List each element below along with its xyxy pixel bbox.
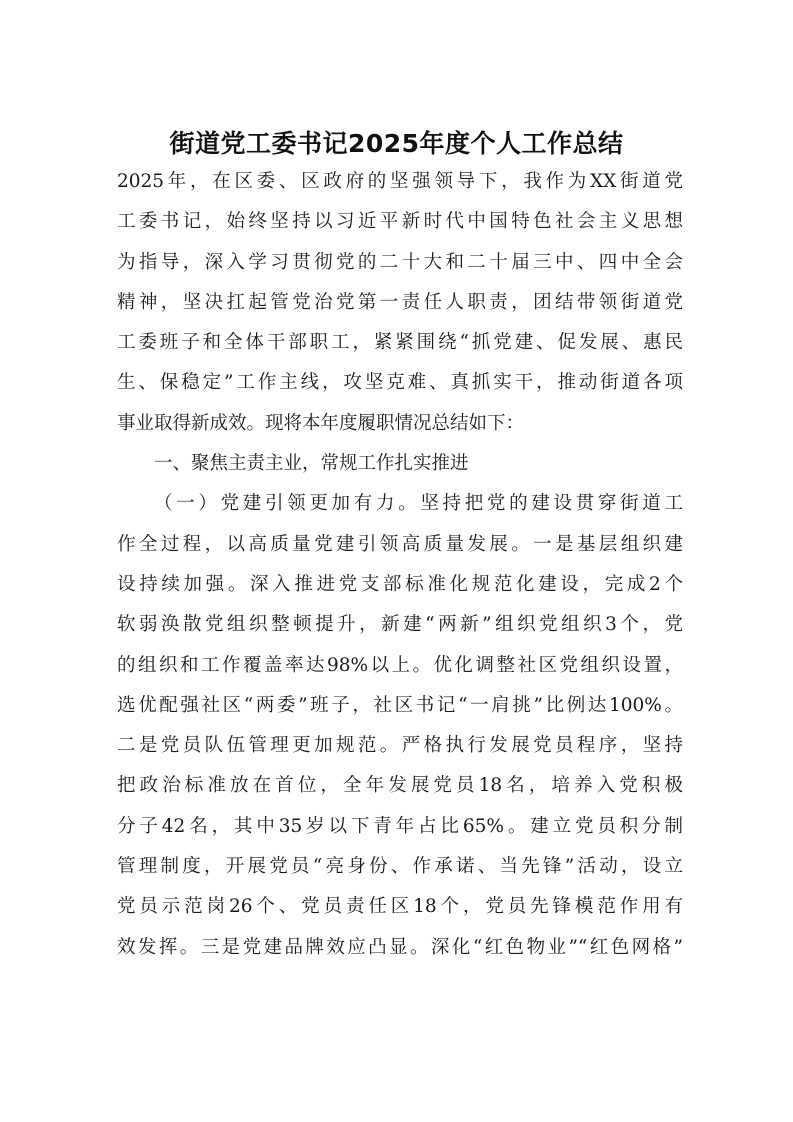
paragraph-line: 把政治标准放在首位，全年发展党员18名，培养入党积极	[117, 775, 683, 797]
paragraph-line: 精神，坚决扛起管党治党第一责任人职责，团结带领街道党	[117, 291, 683, 313]
paragraph-line: 党员示范岗26个、党员责任区18个，党员先锋模范作用有	[117, 896, 683, 918]
paragraph-line: 效发挥。三是党建品牌效应凸显。深化“红色物业”“红色网格”	[117, 936, 683, 958]
paragraph-line: 的组织和工作覆盖率达98%以上。优化调整社区党组织设置，	[117, 654, 683, 676]
paragraph-line: 2025年，在区委、区政府的坚强领导下，我作为XX街道党	[117, 171, 683, 192]
section-heading: 一、聚焦主责主业，常规工作扎实推进	[154, 453, 469, 475]
paragraph-line: 生、保稳定”工作主线，攻坚克难、真抓实干，推动街道各项	[117, 372, 683, 394]
paragraph-line: 管理制度，开展党员“亮身份、作承诺、当先锋”活动，设立	[117, 856, 683, 878]
paragraph-line: 二是党员队伍管理更加规范。严格执行发展党员程序，坚持	[117, 735, 683, 757]
paragraph-line: 设持续加强。深入推进党支部标准化规范化建设，完成2个	[117, 573, 683, 595]
paragraph-line: 分子42名，其中35岁以下青年占比65%。建立党员积分制	[117, 815, 683, 837]
document-body	[117, 162, 683, 968]
paragraph-line: 软弱涣散党组织整顿提升，新建“两新”组织党组织3个，党	[117, 614, 683, 636]
paragraph-line: （一）党建引领更加有力。坚持把党的建设贯穿街道工	[154, 493, 683, 515]
paragraph-line: 为指导，深入学习贯彻党的二十大和二十届三中、四中全会	[117, 251, 683, 273]
paragraph-line: 选优配强社区“两委”班子，社区书记“一肩挑”比例达100%。	[117, 694, 683, 716]
paragraph-line: 作全过程，以高质量党建引领高质量发展。一是基层组织建	[117, 533, 683, 555]
document-title: 街道党工委书记2025年度个人工作总结	[169, 129, 624, 158]
paragraph-line: 工委书记，始终坚持以习近平新时代中国特色社会主义思想	[117, 211, 683, 233]
paragraph-line: 工委班子和全体干部职工，紧紧围绕“抓党建、促发展、惠民	[117, 332, 683, 354]
paragraph-line: 事业取得新成效。现将本年度履职情况总结如下：	[117, 412, 525, 434]
